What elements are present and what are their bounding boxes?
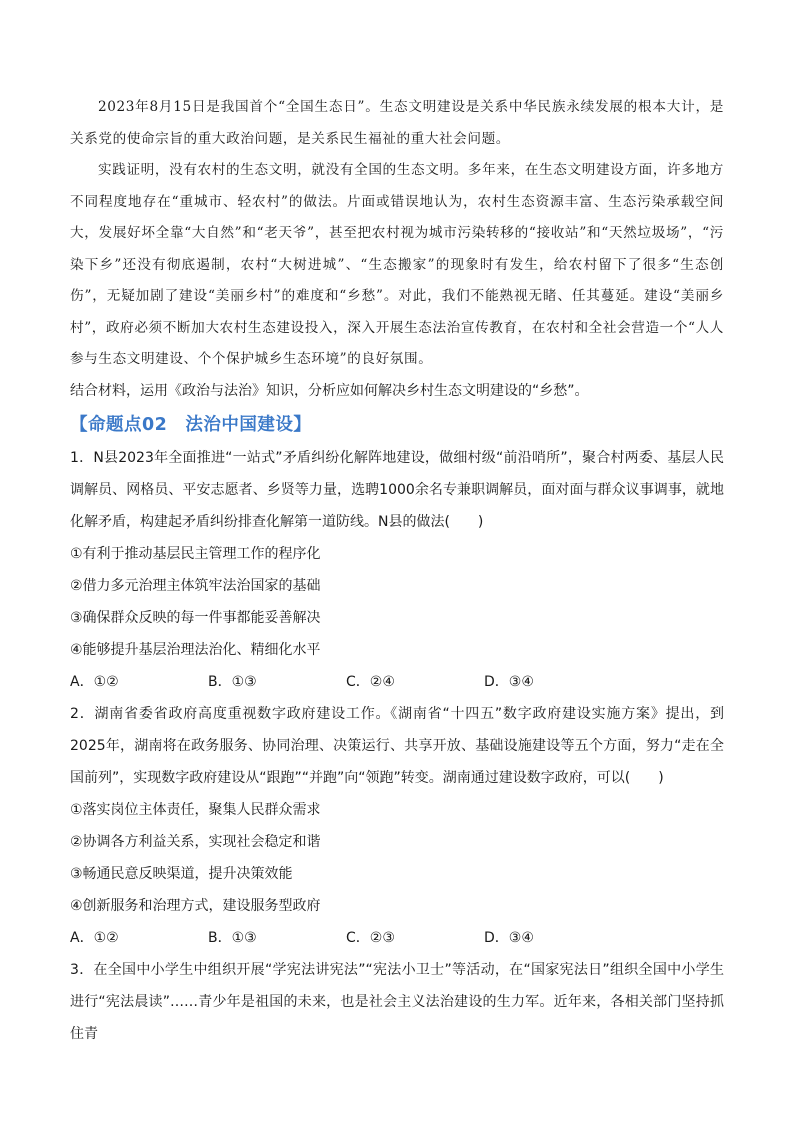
question-stem: 1．N县2023年全面推进“一站式”矛盾纠纷化解阵地建设，做细村级“前沿哨所”，聚合村两委、基层人民调解员、网格员、平安志愿者、乡贤等力量，选聘1000余名专兼职调解员，面对面与群众议事调事，就地化解矛盾，构建起矛盾纠纷排查化解第一道防线。N县的做法( ) [70, 449, 724, 530]
material-paragraph-1: 2023年8月15日是我国首个“全国生态日”。生态文明建设是关系中华民族永续发展的根本大计，是关系党的使命宗旨的重大政治问题，是关系民生福祉的重大社会问题。 [70, 99, 724, 147]
material-paragraph-2: 实践证明，没有农村的生态文明，就没有全国的生态文明。多年来，在生态文明建设方面，许多地方不同程度地存在“重城市、轻农村”的做法。片面或错误地认为，农村生态资源丰富、生态污染承载空间大，发展好坏全靠“大自然”和“老天爷”，甚至把农村视为城市污染转移的“接收站”和“天然垃圾场”，“污染下乡”还没有彻底遏制，农村“大树进城”、“生态搬家”的现象时有发生，给农村留下了很多“生态创伤”，无疑加剧了建设“美丽乡村”的难度和“乡愁”。对此，我们不能熟视无睹、任其蔓延。建设“美丽乡村”，政府必须不断加大农村生态建设投入，深入开展生态法治宣传教育，在农村和全社会营造一个“人人参与生态文明建设、个个保护城乡生态环境”的良好氛围。 [70, 162, 724, 367]
answer-choice-d: D．③④ [484, 929, 534, 946]
question-3 [70, 954, 724, 1050]
answer-choices [70, 666, 724, 698]
answer-choices [70, 922, 724, 954]
question-stem: 2．湖南省委省政府高度重视数字政府建设工作。《湖南省“十四五”数字政府建设实施方案》提出，到2025年，湖南将在政务服务、协同治理、决策运行、共享开放、基础设施建设等五个方面，努力“走在全国前列”，实现数字政府建设从“跟跑”“并跑”向“领跑”转变。湖南通过建设数字政府，可以( ) [70, 705, 724, 786]
section-heading: 【命题点02 法治中国建设】 [70, 414, 312, 435]
answer-choice-a: A．①② [70, 673, 119, 690]
question-option: ②借力多元治理主体筑牢法治国家的基础 [70, 577, 321, 594]
answer-choice-d: D．③④ [484, 673, 534, 690]
answer-choice-c: C．②④ [346, 673, 395, 690]
answer-choice-a: A．①② [70, 929, 119, 946]
question-option: ④创新服务和治理方式，建设服务型政府 [70, 897, 321, 914]
answer-choice-c: C．②③ [346, 929, 395, 946]
question-1 [70, 442, 724, 698]
question-option: ①有利于推动基层民主管理工作的程序化 [70, 545, 321, 562]
question-option: ③畅通民意反映渠道，提升决策效能 [70, 865, 293, 882]
answer-choice-b: B．①③ [208, 673, 257, 690]
question-option: ①落实岗位主体责任，聚集人民群众需求 [70, 801, 321, 818]
answer-choice-b: B．①③ [208, 929, 257, 946]
question-2 [70, 698, 724, 954]
document-body [70, 92, 724, 1050]
question-option: ③确保群众反映的每一件事都能妥善解决 [70, 609, 321, 626]
question-option: ②协调各方利益关系，实现社会稳定和谐 [70, 833, 321, 850]
question-stem: 3．在全国中小学生中组织开展“学宪法讲宪法”“宪法小卫士”等活动，在“国家宪法日”组织全国中小学生进行“宪法晨读”……青少年是祖国的未来，也是社会主义法治建设的生力军。近年来，各相关部门坚持抓住青 [70, 961, 724, 1042]
question-option: ④能够提升基层治理法治化、精细化水平 [70, 641, 321, 658]
material-instruction: 结合材料，运用《政治与法治》知识，分析应如何解决乡村生态文明建设的“乡愁”。 [70, 382, 589, 399]
